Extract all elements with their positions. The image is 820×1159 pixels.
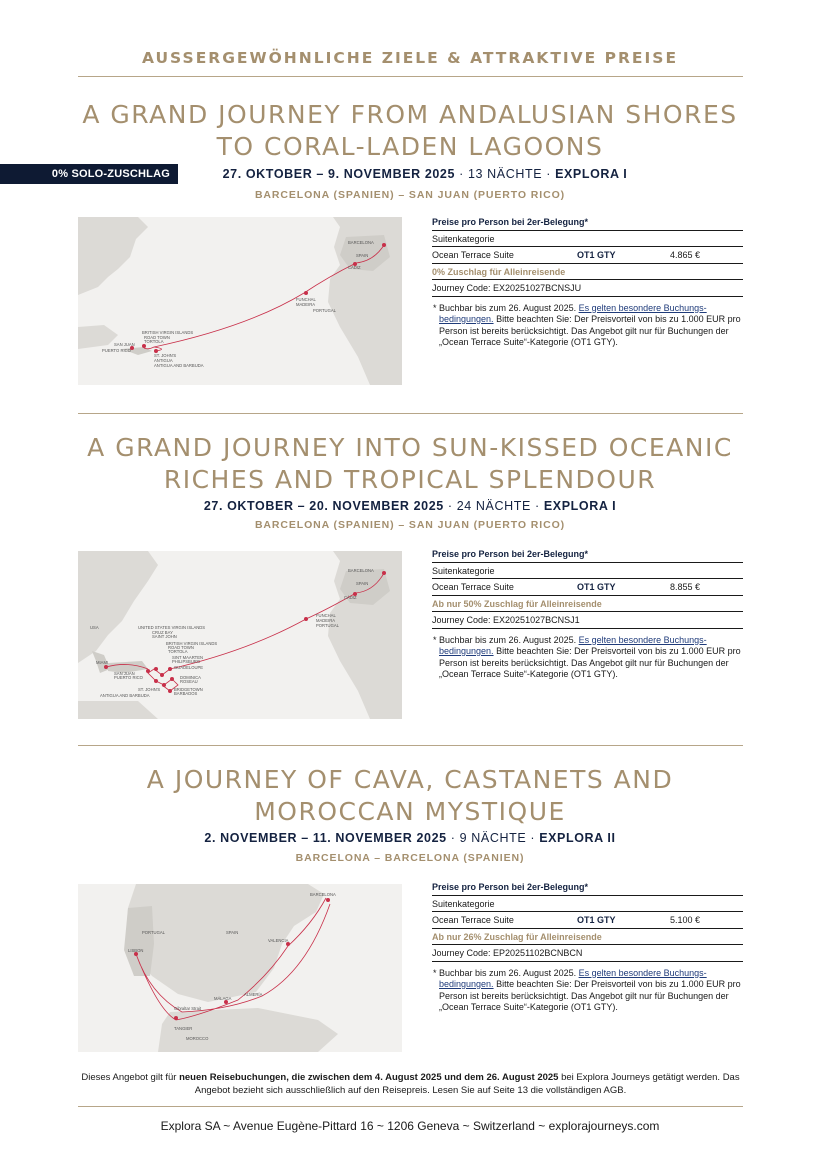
map-label: CÁDIZ xyxy=(348,265,361,270)
map-label: CÁDIZ xyxy=(344,595,357,600)
page-kicker: AUSSERGEWÖHNLICHE ZIELE & ATTRAKTIVE PREISE xyxy=(141,49,679,67)
port-marker-roseau xyxy=(170,677,174,681)
booking-note xyxy=(432,968,743,1014)
map-label: MADEIRA xyxy=(316,618,336,623)
offer-3-route: BARCELONA – BARCELONA (SPANIEN) xyxy=(295,852,525,864)
map-label: ALMERÍA xyxy=(244,992,263,997)
note-text: * Buchbar bis zum 26. August 2025. xyxy=(433,967,579,978)
note-text: Bitte beachten Sie: Der Preisvorteil von bis zu 1.000 EUR pro Person ist bereits berücksichtigt. Das Angebot gilt nur für Buchungen der „Ocean Terrace Suite“-Kategorie (OT1 GTY). xyxy=(439,979,741,1012)
port-marker-guadeloupe xyxy=(162,683,166,687)
map-label: SPAIN xyxy=(226,930,239,935)
separator: · xyxy=(526,831,540,845)
note-text: Bitte beachten Sie: Der Preisvorteil von bis zu 1.000 EUR pro Person ist bereits berücksichtigt. Das Angebot gilt nur für Buchungen der „Ocean Terrace Suite“-Kategorie (OT1 GTY). xyxy=(439,646,741,679)
port-marker-san-juan xyxy=(146,669,150,673)
offer-1-dates xyxy=(0,167,820,181)
booking-note xyxy=(432,303,743,349)
map-label: BARBADOS xyxy=(174,691,198,696)
booking-conditions-link[interactable]: Es gelten besondere Buchungs-bedingungen. xyxy=(439,967,707,989)
map-label: ROAD TOWN xyxy=(168,645,194,650)
suite-name: Ocean Terrace Suite xyxy=(432,582,514,592)
offer-1-nights: 13 NÄCHTE xyxy=(467,167,543,181)
offer-2-ship: EXPLORA I xyxy=(543,499,617,513)
map-label: GUADELOUPE xyxy=(174,665,204,670)
note-text: * Buchbar bis zum 26. August 2025. xyxy=(433,302,579,313)
map-label: ANTIGUA AND BARBUDA xyxy=(154,363,204,368)
map-label: MOROCCO xyxy=(186,1036,209,1041)
suite-category-label: Suitenkategorie xyxy=(432,896,743,913)
offer-3-title xyxy=(0,764,820,828)
port-marker-funchal xyxy=(304,617,308,621)
port-marker-road-town xyxy=(142,344,146,348)
solo-surcharge-badge: 0% SOLO-ZUSCHLAG xyxy=(0,164,178,184)
offer-3-title-line2: MOROCCAN MYSTIQUE xyxy=(254,797,566,826)
port-marker-bridgetown xyxy=(168,689,172,693)
price-header: Preise pro Person bei 2er-Belegung* xyxy=(432,879,743,896)
map-label: PORTUGAL xyxy=(142,930,165,935)
offer-disclaimer xyxy=(78,1071,743,1097)
port-marker-st-johns xyxy=(154,679,158,683)
map-label: LISBON xyxy=(128,948,144,953)
solo-surcharge: Ab nur 26% Zuschlag für Alleinreisende xyxy=(432,929,743,946)
map-label: SAN JUAN xyxy=(114,671,135,676)
suite-name: Ocean Terrace Suite xyxy=(432,915,514,925)
offer-1-route: BARCELONA (SPANIEN) – SAN JUAN (PUERTO RICO) xyxy=(254,189,566,201)
port-marker-barcelona xyxy=(382,243,386,247)
booking-conditions-link[interactable]: Es gelten besondere Buchungs-bedingungen. xyxy=(439,634,707,656)
offer-3-price-table xyxy=(432,879,743,1014)
map-label: BARCELONA xyxy=(310,892,336,897)
map-label: ANTIGUA xyxy=(154,358,173,363)
offer-2-dates xyxy=(0,499,820,513)
note-text: Bitte beachten Sie: Der Preisvorteil von bis zu 1.000 EUR pro Person ist bereits berücksichtigt. Das Angebot gilt nur für Buchungen der „Ocean Terrace Suite“-Kategorie (OT1 GTY). xyxy=(439,314,741,347)
offer-3-title-line1: A JOURNEY OF CAVA, CASTANETS AND xyxy=(146,765,674,794)
header-divider xyxy=(78,76,743,77)
port-marker-tangier xyxy=(174,1016,178,1020)
offer-divider xyxy=(78,413,743,414)
offer-3-date-range: 2. NOVEMBER – 11. NOVEMBER 2025 xyxy=(204,831,447,845)
map-label: Gibraltar Strait xyxy=(174,1006,201,1011)
map-label: PHILIPSBURG xyxy=(172,659,201,664)
port-marker-road-town xyxy=(160,673,164,677)
solo-surcharge: Ab nur 50% Zuschlag für Alleinreisende xyxy=(432,596,743,613)
journey-code: Journey Code: EX20251027BCNSJU xyxy=(432,280,743,297)
map-label: DOMINICA xyxy=(180,675,201,680)
port-marker-philipsburg xyxy=(168,667,172,671)
offer-3-ship: EXPLORA II xyxy=(539,831,616,845)
suite-name: Ocean Terrace Suite xyxy=(432,250,514,260)
separator: · xyxy=(542,167,556,181)
suite-price: 4.865 € xyxy=(670,250,701,260)
map-label: TORTOLA xyxy=(168,649,188,654)
offer-2-nights: 24 NÄCHTE xyxy=(456,499,531,513)
offer-2-title-line2: RICHES AND TROPICAL SPLENDOUR xyxy=(163,465,657,494)
offer-2-route-map xyxy=(78,551,402,719)
map-label: TANGIER xyxy=(174,1026,193,1031)
price-header: Preise pro Person bei 2er-Belegung* xyxy=(432,214,743,231)
disclaimer-text: Dieses Angebot gilt für xyxy=(81,1072,180,1083)
disclaimer-booking-window: neuen Reisebuchungen, die zwischen dem 4. August 2025 und dem 26. August 2025 xyxy=(179,1072,559,1083)
offer-divider xyxy=(78,745,743,746)
offer-3-nights: 9 NÄCHTE xyxy=(459,831,527,845)
solo-surcharge: 0% Zuschlag für Alleinreisende xyxy=(432,264,743,281)
booking-conditions-link[interactable]: Es gelten besondere Buchungs-bedingungen. xyxy=(439,302,707,324)
map-label: SPAIN xyxy=(356,253,369,258)
port-marker-miami xyxy=(104,665,108,669)
suite-code: OT1 GTY xyxy=(577,915,616,925)
map-label: PORTUGAL xyxy=(313,308,336,313)
map-label: CRUZ BAY xyxy=(152,630,173,635)
booking-note xyxy=(432,635,743,681)
port-marker-cruz-bay xyxy=(154,667,158,671)
suite-category-label: Suitenkategorie xyxy=(432,563,743,580)
note-text: * Buchbar bis zum 26. August 2025. xyxy=(433,634,579,645)
map-label: PUERTO RICO xyxy=(114,675,143,680)
map-label: SAINT JOHN xyxy=(152,634,177,639)
separator: · xyxy=(443,499,457,513)
offer-2-route: BARCELONA (SPANIEN) – SAN JUAN (PUERTO RICO) xyxy=(254,519,566,531)
footer-divider xyxy=(78,1106,743,1107)
offer-2-price-table xyxy=(432,546,743,681)
company-footer: Explora SA ~ Avenue Eugène-Pittard 16 ~ 1206 Geneva ~ Switzerland ~ explorajourneys.com xyxy=(160,1119,660,1133)
port-marker-barcelona xyxy=(326,898,330,902)
map-label: USA xyxy=(90,625,99,630)
offer-1-date-range: 27. OKTOBER – 9. NOVEMBER 2025 xyxy=(222,167,456,181)
map-label: ANTIGUA AND BARBUDA xyxy=(100,693,150,698)
offer-1-ship: EXPLORA I xyxy=(555,167,628,181)
suite-code: OT1 GTY xyxy=(577,582,616,592)
offer-2-title-line1: A GRAND JOURNEY INTO SUN-KISSED OCEANIC xyxy=(87,433,733,462)
map-label: BRITISH VIRGIN ISLANDS xyxy=(142,330,194,335)
map-label: ST. JOHN'S xyxy=(154,353,177,358)
map-label: SINT MAARTEN xyxy=(172,655,204,660)
map-label: BARCELONA xyxy=(348,568,374,573)
separator: · xyxy=(455,167,468,181)
map-label: BRITISH VIRGIN ISLANDS xyxy=(166,641,218,646)
journey-code: Journey Code: EP20251102BCNBCN xyxy=(432,945,743,962)
map-label: SAN JUAN xyxy=(114,342,135,347)
offer-1-title-line2: TO CORAL-LADEN LAGOONS xyxy=(216,132,604,161)
offer-1-price-table xyxy=(432,214,743,349)
price-header: Preise pro Person bei 2er-Belegung* xyxy=(432,546,743,563)
suite-row xyxy=(432,247,743,264)
map-label: ROSEAU xyxy=(180,679,198,684)
journey-code: Journey Code: EX20251027BCNSJ1 xyxy=(432,612,743,629)
suite-row xyxy=(432,579,743,596)
offer-2-date-range: 27. OKTOBER – 20. NOVEMBER 2025 xyxy=(203,499,444,513)
map-label: FUNCHAL xyxy=(296,297,316,302)
map-label: VALENCIA xyxy=(268,938,289,943)
map-label: ST. JOHN'S xyxy=(138,687,161,692)
suite-row xyxy=(432,912,743,929)
offer-1-title xyxy=(0,99,820,163)
separator: · xyxy=(530,499,544,513)
map-label: FUNCHAL xyxy=(316,613,336,618)
map-label: PORTUGAL xyxy=(316,623,339,628)
suite-code: OT1 GTY xyxy=(577,250,616,260)
disclaimer-text: bei Explora Journeys getätigt werden. Das Angebot bezieht sich ausschließlich auf den Reisepreis. Lesen Sie auf Seite 13 die vollständigen AGB. xyxy=(194,1072,740,1096)
offer-1-route-map xyxy=(78,217,402,385)
offer-3-dates xyxy=(0,831,820,845)
map-label: BRIDGETOWN xyxy=(174,687,203,692)
separator: · xyxy=(446,831,460,845)
map-label: BARCELONA xyxy=(348,240,374,245)
offer-1-title-line1: A GRAND JOURNEY FROM ANDALUSIAN SHORES xyxy=(82,100,738,129)
suite-price: 8.855 € xyxy=(670,582,701,592)
suite-category-label: Suitenkategorie xyxy=(432,231,743,248)
map-label: PUERTO RICO xyxy=(102,348,131,353)
map-label: TORTOLA xyxy=(144,339,164,344)
suite-price: 5.100 € xyxy=(670,915,701,925)
map-label: MÁLAGA xyxy=(214,996,232,1001)
map-label: MADEIRA xyxy=(296,302,316,307)
port-marker-funchal xyxy=(304,291,308,295)
map-label: ROAD TOWN xyxy=(144,335,170,340)
map-label: SPAIN xyxy=(356,581,369,586)
map-label: MIAMI xyxy=(96,660,109,665)
map-label: UNITED STATES VIRGIN ISLANDS xyxy=(138,625,206,630)
offer-2-title xyxy=(0,432,820,496)
offer-3-route-map xyxy=(78,884,402,1052)
port-marker-barcelona xyxy=(382,571,386,575)
